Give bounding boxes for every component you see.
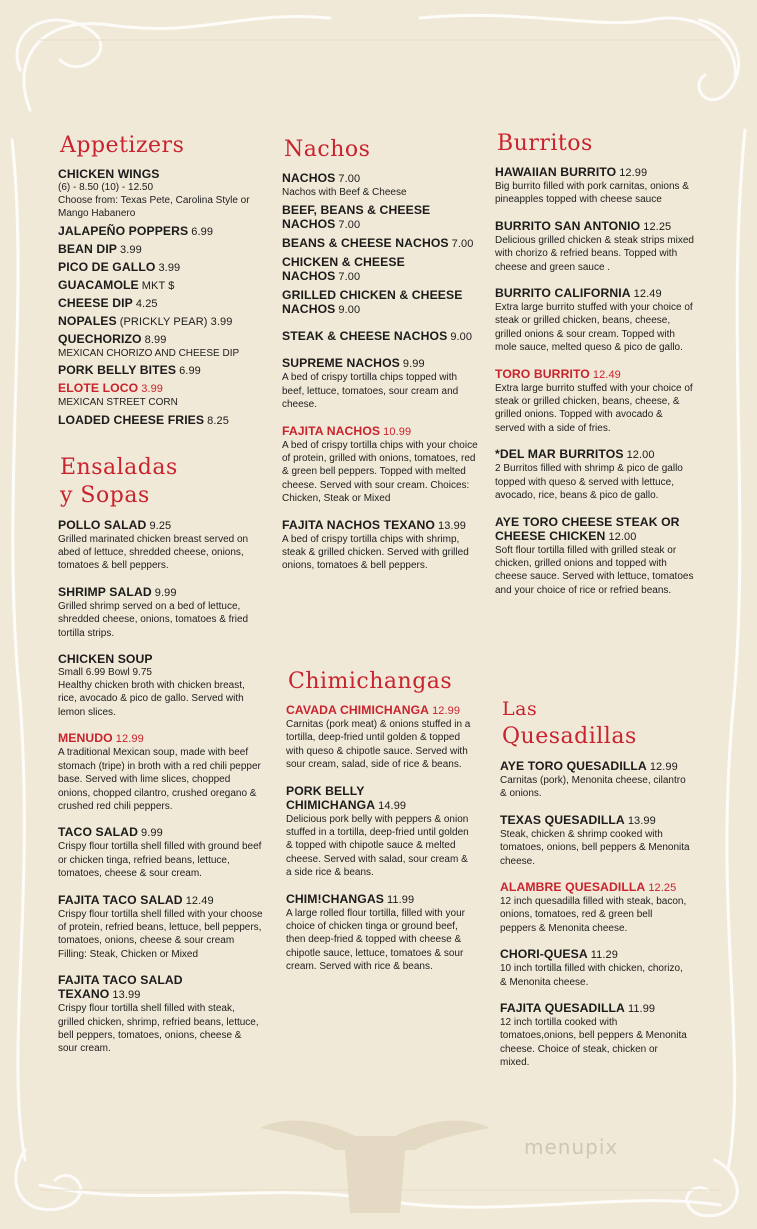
menu-item-title: GRILLED CHICKEN & CHEESE NACHOS — [282, 288, 463, 317]
menu-item-description: Extra large burrito stuffed with your choice of steak or grilled chicken, beans, cheese, grilled onions & sour cream. Topped with mole sauce, melted queso & pico de gallo. — [495, 302, 693, 354]
nachos-list — [282, 171, 482, 573]
menu-item-title: TEXAS QUESADILLA — [500, 812, 625, 827]
menu-item-price: 12.49 — [633, 288, 662, 301]
menu-item — [282, 329, 482, 344]
burritos-list — [495, 165, 695, 597]
menu-item-price: 7.00 — [451, 238, 474, 251]
menu-item — [58, 413, 263, 428]
menu-item-name — [500, 880, 690, 895]
menu-item-description: Crispy flour tortilla shell filled with steak, grilled chicken, shrimp, refried beans, lettuce, bell peppers, tomatoes, onions, cheese & sour cream. — [58, 1003, 259, 1055]
menu-item-price: 12.99 — [649, 761, 678, 773]
menu-item — [58, 518, 263, 573]
menu-item-name — [58, 224, 263, 239]
chimichangas-section — [286, 668, 476, 986]
menu-item-description: Soft flour tortilla filled with grilled steak or chicken, grilled onions and topped with cheese sauce. Served with lettuce, tomatoes and your choice of rice or refried beans. — [495, 544, 694, 596]
menu-item-title: TORO BURRITO — [495, 366, 590, 381]
menu-item-title: BURRITO CALIFORNIA — [495, 286, 631, 301]
menu-item-title: POLLO SALAD — [58, 517, 147, 532]
menu-item-title: MENUDO — [58, 731, 113, 746]
menu-item-title: TACO SALAD — [58, 825, 138, 840]
menu-item-description: Carnitas (pork meat) & onions stuffed in a tortilla, deep-fried until golden & topped with queso & chipotle sauce. Served with sour cream, salad, side of rice & beans. — [286, 719, 471, 771]
menu-item-name — [282, 171, 482, 186]
bull-skull-icon — [250, 1108, 500, 1218]
menu-item-price: 4.25 — [135, 297, 158, 310]
appetizers-section — [58, 132, 263, 428]
menu-item — [58, 332, 263, 360]
menu-item-name — [282, 424, 482, 439]
menu-item-description: A traditional Mexican soup, made with beef stomach (tripe) in broth with a red chili pepper base. Served with lime slices, chopped onions, chopped cilantro, crushed oregano & crushed red chili peppers. — [58, 747, 261, 812]
menu-item-price: 9.00 — [450, 331, 473, 344]
menu-item — [495, 447, 695, 502]
ensaladas-title — [60, 454, 263, 510]
menu-item-price: 12.25 — [648, 882, 677, 895]
menu-item — [500, 1001, 690, 1070]
menu-item — [58, 731, 263, 813]
menu-item — [58, 224, 263, 239]
menu-item-price: 7.00 — [338, 271, 361, 284]
menu-item — [58, 314, 263, 329]
menu-item-price: 3.99 — [141, 383, 164, 396]
nachos-title: Nachos — [284, 137, 371, 162]
menu-item-title: BEANS & CHEESE NACHOS — [282, 236, 449, 251]
menu-item-name — [58, 413, 263, 428]
menu-item-description: Delicious grilled chicken & steak strips mixed with chorizo & refried beans. Topped with cheese and green sauce . — [495, 234, 694, 273]
menu-item-title: CHICKEN SOUP — [58, 652, 153, 667]
quesadillas-title — [502, 695, 690, 751]
burritos-title: Burritos — [497, 131, 593, 156]
menu-item — [282, 518, 482, 573]
menu-item-title: STEAK & CHEESE NACHOS — [282, 329, 448, 344]
nachos-section — [282, 136, 482, 585]
menu-item-price: (PRICKLY PEAR) 3.99 — [119, 315, 233, 328]
menu-item-name — [495, 447, 695, 462]
menu-item-price: 6.99 — [191, 225, 214, 238]
menu-item-name — [282, 356, 482, 371]
menu-item-size-prices: (6) - 8.50 (10) - 12.50 — [58, 182, 154, 193]
menu-item-title: BEAN DIP — [58, 241, 118, 256]
menu-item — [282, 171, 482, 199]
menu-item-price: 9.25 — [149, 519, 172, 532]
menu-item-title: FAJITA NACHOS TEXANO — [282, 517, 435, 532]
menu-item-description: Delicious pork belly with peppers & onion stuffed in a tortilla, deep-fried until golden & topped with chipotle sauce & melted cheese. Served with salad, sour cream & a side rice & beans. — [286, 813, 469, 879]
menu-item-title: GUACAMOLE — [58, 277, 139, 292]
menu-item-name — [58, 731, 263, 746]
quesadillas-section — [500, 695, 690, 1082]
menu-item-price: 12.00 — [608, 530, 637, 543]
menu-item-name — [58, 260, 263, 275]
menu-item — [58, 652, 263, 719]
menu-item — [282, 255, 482, 284]
menu-item-price: 12.99 — [115, 733, 144, 746]
ensaladas-title-line2: y Sopas — [60, 482, 150, 508]
menu-item-title: *DEL MAR BURRITOS — [495, 447, 624, 462]
menu-item-name — [58, 825, 263, 840]
menu-item-name — [282, 236, 482, 251]
menu-item-name — [500, 813, 690, 828]
quesadillas-list — [500, 759, 690, 1070]
menu-item-price: 12.49 — [592, 368, 621, 381]
menu-item-name — [495, 219, 695, 234]
menu-item-name — [58, 332, 263, 347]
menu-item-name — [282, 255, 482, 284]
menu-item-title: ELOTE LOCO — [58, 381, 139, 396]
menu-item-price: 9.99 — [402, 358, 425, 371]
menu-item-title: QUECHORIZO — [58, 331, 142, 346]
menu-item-title: BEEF, BEANS & CHEESE NACHOS — [282, 203, 431, 232]
menu-item-description: Healthy chicken broth with chicken breast, rice, avocado & pico de gallo. Served with lemon slices. — [58, 680, 245, 718]
menu-item-description: Grilled marinated chicken breast served on abed of lettuce, shredded cheese, onions, tomatoes & bell peppers. — [58, 533, 249, 572]
menu-item — [58, 973, 263, 1056]
menu-item-price: 13.99 — [438, 519, 467, 532]
menu-item-title: BURRITO SAN ANTONIO — [495, 218, 641, 233]
menu-item-description: Extra large burrito stuffed with your choice of steak or grilled chicken, beans, cheese, & grilled onions. Topped with avocado & served with a side of fries. — [495, 382, 693, 434]
menu-item-description: Crispy flour tortilla shell filled with ground beef or chicken tinga, refried beans, lettuce, tomatoes, cheese & sour cream. — [58, 841, 262, 880]
menu-item-name — [495, 515, 695, 544]
appetizers-list — [58, 167, 263, 428]
menu-item-name — [500, 759, 690, 774]
menu-item-price: 3.99 — [120, 243, 142, 256]
ensaladas-title-line1: Ensaladas — [60, 454, 178, 480]
menu-item-title: FAJITA QUESADILLA — [500, 1001, 625, 1016]
menu-item-title: ALAMBRE QUESADILLA — [500, 880, 646, 895]
menu-item — [286, 784, 476, 880]
menu-item — [58, 167, 263, 221]
burritos-section — [495, 130, 695, 609]
menu-item-title: FAJITA NACHOS — [282, 423, 381, 438]
menu-item-title: CHICKEN WINGS — [58, 167, 160, 181]
menu-item-name — [58, 363, 263, 378]
menu-item-title: NACHOS — [282, 171, 336, 185]
menu-item-name — [58, 973, 263, 1002]
menu-item-name — [282, 329, 482, 344]
menu-item-price: 12.99 — [432, 705, 461, 717]
menu-item — [58, 278, 263, 293]
menu-item — [282, 203, 482, 232]
menu-item-title: CHIM!CHANGAS — [286, 891, 385, 906]
menu-item — [495, 515, 695, 598]
menu-item-price: 13.99 — [627, 814, 656, 827]
menu-item-price: 9.00 — [338, 304, 361, 317]
menu-item-title: FAJITA TACO SALAD TEXANO — [58, 973, 183, 1002]
menu-item-price: 8.25 — [207, 414, 229, 427]
menu-item-description: Nachos with Beef & Cheese — [282, 187, 407, 198]
menu-item-price: 12.00 — [626, 449, 655, 462]
menu-item-name — [58, 652, 263, 666]
menu-item-title: PICO DE GALLO — [58, 259, 156, 274]
menu-item — [282, 424, 482, 506]
menu-item-description: Choose from: Texas Pete, Carolina Style or Mango Habanero — [58, 195, 250, 220]
menu-item-price: 7.00 — [338, 219, 361, 232]
quesadillas-title-line2: Quesadillas — [502, 724, 637, 749]
menu-item — [58, 585, 263, 640]
menu-item-description: 12 inch tortilla cooked with tomatoes,onions, bell peppers & Menonita cheese. Choice of steak, chicken or mixed. — [500, 1017, 687, 1069]
ensaladas-list — [58, 518, 263, 1056]
menu-item-name — [282, 288, 482, 317]
chimichangas-title: Chimichangas — [288, 669, 453, 694]
menu-item-name — [58, 314, 263, 329]
menu-item — [495, 165, 695, 207]
menu-item-title: CHORI-QUESA — [500, 947, 588, 962]
menu-item-name — [500, 1001, 690, 1016]
menu-item — [286, 892, 476, 974]
menu-item-title: SUPREME NACHOS — [282, 356, 400, 371]
menu-item-description: A bed of crispy tortilla chips with your choice of protein, grilled with onions, tomatoes, red & green bell peppers. Topped with melted cheese. Served with sour cream. Choices: Chicken, Steak or Mixed — [282, 439, 478, 505]
menu-item-title: PORK BELLY BITES — [58, 363, 177, 378]
menu-item-description: Crispy flour tortilla shell filled with your choose of protein, refried beans, lettuce, bell peppers, tomatoes, onions, cheese & sour cream Filling: Steak, Chicken or Mixed — [58, 908, 263, 960]
menu-item — [58, 381, 263, 409]
menu-item-name — [58, 381, 263, 396]
menu-item — [500, 813, 690, 868]
menu-item-description: Big burrito filled with pork carnitas, onions & pineapples topped with cheese sauce — [495, 181, 689, 206]
menu-item-price: 13.99 — [112, 989, 141, 1002]
menu-item-price: 7.00 — [338, 173, 361, 185]
menu-item-name — [282, 518, 482, 533]
menu-item-price: 3.99 — [158, 261, 181, 274]
menu-item-price: 11.99 — [387, 893, 415, 906]
menu-item-description: Steak, chicken & shrimp cooked with tomatoes, onions, bell peppers & Menonita cheese. — [500, 828, 690, 867]
menu-item-title: AYE TORO QUESADILLA — [500, 759, 647, 773]
menu-item-price: 10.99 — [383, 425, 412, 438]
menu-item-name — [282, 203, 482, 232]
menu-item-title: CHEESE DIP — [58, 295, 133, 310]
menu-item — [58, 893, 263, 962]
menu-item-title: AYE TORO CHEESE STEAK OR CHEESE CHICKEN — [495, 514, 680, 543]
menu-item-price: 9.99 — [154, 586, 177, 599]
menu-item-title: FAJITA TACO SALAD — [58, 892, 183, 907]
appetizers-title: Appetizers — [60, 133, 185, 158]
menu-item-price: 12.99 — [619, 167, 648, 179]
menu-item-title: NOPALES — [58, 313, 117, 328]
menu-item-price: 8.99 — [144, 333, 167, 346]
menu-item — [500, 880, 690, 935]
menu-item-name — [58, 278, 263, 293]
watermark: menupix — [524, 1135, 619, 1159]
menu-item-size-prices: Small 6.99 Bowl 9.75 — [58, 667, 152, 679]
menu-item-price: 6.99 — [179, 365, 201, 378]
menu-item-price: 9.99 — [141, 827, 163, 840]
quesadillas-title-line1: Las — [502, 698, 538, 720]
menu-item-price: 14.99 — [378, 799, 407, 812]
menu-item-name — [495, 165, 695, 180]
menu-item — [495, 219, 695, 274]
menu-item-price: 11.99 — [627, 1003, 656, 1016]
menu-item-description: 2 Burritos filled with shrimp & pico de gallo topped with queso & served with lettuce, avocado, rice, beans & pico de gallo. — [495, 463, 683, 502]
menu-item-description: MEXICAN CHORIZO AND CHEESE DIP — [58, 347, 240, 359]
menu-item — [58, 296, 263, 311]
ensaladas-section — [58, 454, 263, 1056]
menu-item — [286, 703, 476, 772]
menu-item-price: 12.25 — [643, 220, 672, 233]
menu-item-price: 11.29 — [590, 949, 618, 962]
menu-item-name — [58, 167, 263, 181]
menu-item-name — [286, 892, 476, 907]
menu-item-description: 12 inch quesadilla filled with steak, bacon, onions, tomatoes, red & green bell peppers & Menonita cheese. — [500, 896, 687, 934]
menu-item — [58, 242, 263, 257]
menu-item-title: LOADED CHEESE FRIES — [58, 412, 205, 427]
menu-item — [282, 236, 482, 251]
menu-item-price: 12.49 — [185, 894, 214, 907]
menu-item-name — [495, 286, 695, 301]
menu-item-description: A bed of crispy tortilla chips topped with beef, lettuce, tomatoes, sour cream and cheese. — [282, 372, 459, 411]
menu-item — [282, 356, 482, 411]
menu-item — [282, 288, 482, 317]
menu-item-name — [495, 367, 695, 382]
menu-item — [495, 367, 695, 436]
menu-item-name — [500, 947, 690, 962]
menu-item-title: PORK BELLY CHIMICHANGA — [286, 783, 376, 812]
menu-item-name — [58, 242, 263, 257]
menu-item-description: A large rolled flour tortilla, filled with your choice of chicken tinga or ground beef, then deep-fried & topped with cheese & chipotle sauce, lettuce, tomatoes & sour cream. Served with rice & beans. — [286, 907, 465, 973]
menu-item-title: HAWAIIAN BURRITO — [495, 165, 617, 179]
menu-item — [495, 286, 695, 355]
menu-item-name — [286, 784, 476, 813]
menu-item — [500, 759, 690, 801]
menu-item-name — [286, 703, 476, 718]
menu-item-description: A bed of crispy tortilla chips with shrimp, steak & grilled chicken. Served with grilled onions, tomatoes & bell peppers. — [282, 533, 469, 572]
menu-item-description: Carnitas (pork), Menonita cheese, cilantro & onions. — [500, 775, 686, 800]
chimichangas-list — [286, 703, 476, 974]
left-column — [58, 132, 263, 1068]
menu-item-title: JALAPEÑO POPPERS — [58, 223, 189, 238]
menu-item-name — [58, 518, 263, 533]
menu-item — [500, 947, 690, 989]
menu-item — [58, 260, 263, 275]
menu-item-description: Grilled shrimp served on a bed of lettuce, shredded cheese, onions, tomatoes & fried tortilla strips. — [58, 600, 249, 639]
menu-item-title: SHRIMP SALAD — [58, 584, 152, 599]
menu-item-description: MEXICAN STREET CORN — [58, 397, 178, 409]
menu-item-title: CAVADA CHIMICHANGA — [286, 703, 430, 717]
menu-item-description: 10 inch tortilla filled with chicken, chorizo, & Menonita cheese. — [500, 963, 683, 988]
menu-item-name — [58, 893, 263, 908]
menu-item — [58, 363, 263, 378]
menu-item-title: CHICKEN & CHEESE NACHOS — [282, 255, 405, 284]
menu-item-name — [58, 585, 263, 600]
menu-item-name — [58, 296, 263, 311]
menu-item-price: MKT $ — [141, 279, 175, 292]
menu-item — [58, 825, 263, 880]
